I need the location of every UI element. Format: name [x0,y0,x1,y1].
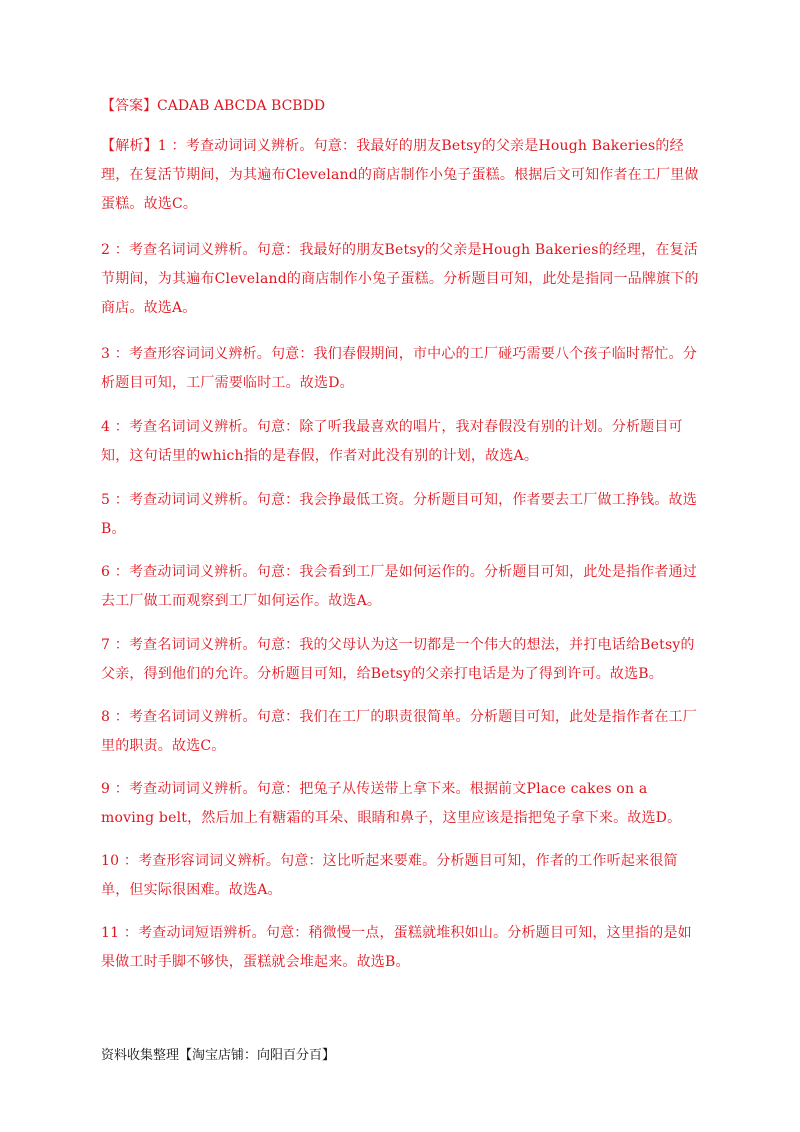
explanation-10: 10 ：考查形容词词义辨析。句意：这比听起来要难。分析题目可知，作者的工作听起来很简单，但实际很困难。故选A。 [101,853,678,898]
explanation-2: 2 ：考查名词词义辨析。句意：我最好的朋友Betsy的父亲是Hough Bakeries的经理，在复活节期间，为其遍布Cleveland的商店制作小兔子蛋糕。分析题目可知，此处是指同一品牌旗下的商店。故选A。 [101,242,699,316]
explanation-11: 11 ：考查动词短语辨析。句意：稍微慢一点，蛋糕就堆积如山。分析题目可知，这里指的是如果做工时手脚不够快，蛋糕就会堆起来。故选B。 [101,925,692,970]
page-footer: 资料收集整理【淘宝店铺：向阳百分百】 [101,1048,336,1063]
explanation-1: 【解析】1 ：考查动词词义辨析。句意：我最好的朋友Betsy的父亲是Hough Bakeries的经理，在复活节期间，为其遍布Cleveland的商店制作小兔子蛋糕。根据后文可知作者在工厂里做蛋糕。故选C。 [101,138,699,212]
answer-key: 【答案】CADAB ABCDA BCBDD [101,98,326,114]
explanation-7: 7 ：考查名词词义辨析。句意：我的父母认为这一切都是一个伟大的想法，并打电话给Betsy的父亲，得到他们的允许。分析题目可知，给Betsy的父亲打电话是为了得到许可。故选B。 [101,637,695,682]
explanation-8: 8 ：考查名词词义辨析。句意：我们在工厂的职责很简单。分析题目可知，此处是指作者在工厂里的职责。故选C。 [101,709,697,754]
explanation-9: 9 ：考查动词词义辨析。句意：把兔子从传送带上拿下来。根据前文Place cakes on a moving belt，然后加上有糖霜的耳朵、眼睛和鼻子，这里应该是指把兔子拿下来。故选D。 [101,781,682,826]
explanation-5: 5 ：考查动词词义辨析。句意：我会挣最低工资。分析题目可知，作者要去工厂做工挣钱。故选B。 [101,492,697,537]
explanation-4: 4 ：考查名词词义辨析。句意：除了听我最喜欢的唱片，我对春假没有别的计划。分析题目可知，这句话里的which指的是春假，作者对此没有别的计划，故选A。 [101,419,683,464]
explanation-3: 3 ：考查形容词词义辨析。句意：我们春假期间，市中心的工厂碰巧需要八个孩子临时帮忙。分析题目可知，工厂需要临时工。故选D。 [101,346,697,391]
explanation-6: 6 ：考查动词词义辨析。句意：我会看到工厂是如何运作的。分析题目可知，此处是指作者通过去工厂做工而观察到工厂如何运作。故选A。 [101,564,697,609]
